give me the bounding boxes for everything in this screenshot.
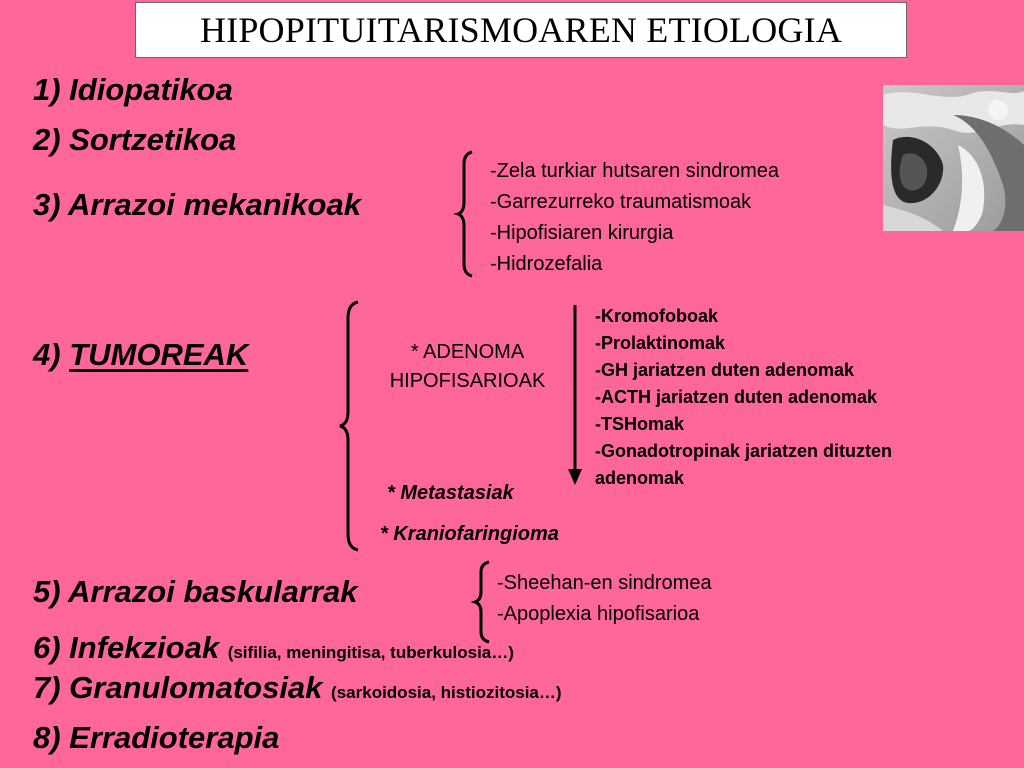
brace-tumors	[340, 300, 362, 552]
granulomatosis-label: 7) Granulomatosiak	[33, 670, 323, 705]
adenoma-line2: HIPOFISARIOAK	[389, 370, 546, 392]
vascular-list	[497, 568, 712, 630]
adenoma-type: -Prolaktinomak	[595, 333, 726, 353]
granulomatosis-note: (sarkoidosia, histiozitosia…)	[331, 683, 562, 702]
craniopharyngioma-label: * Kraniofaringioma	[380, 523, 559, 545]
adenoma-type: -ACTH jariatzen duten adenomak	[595, 387, 878, 407]
item-vascular: 5) Arrazoi baskularrak	[33, 574, 358, 609]
metastasis-label: * Metastasiak	[387, 482, 514, 504]
mechanical-list	[490, 156, 779, 280]
adenoma-type: -GH jariatzen duten adenomak	[595, 360, 855, 380]
vascular-item: -Apoplexia hipofisarioa	[497, 603, 700, 625]
adenoma-types-list	[595, 303, 892, 492]
mechanical-item: -Hipofisiaren kirurgia	[490, 222, 674, 244]
item-granulomatosis	[33, 670, 562, 706]
mechanical-item: -Garrezurreko traumatismoak	[490, 191, 752, 213]
adenoma-line1: * ADENOMA	[410, 341, 525, 363]
mechanical-item: -Zela turkiar hutsaren sindromea	[490, 160, 780, 182]
slide-title: HIPOPITUITARISMOAREN ETIOLOGIA	[135, 2, 907, 58]
item-congenital: 2) Sortzetikoa	[33, 122, 237, 157]
item-idiopathic: 1) Idiopatikoa	[33, 72, 233, 107]
adenoma-type: -Gonadotropinak jariatzen dituzten	[595, 441, 893, 461]
mechanical-item: -Hidrozefalia	[490, 253, 603, 275]
infections-label: 6) Infekzioak	[33, 630, 220, 665]
item-infections	[33, 630, 514, 666]
item-mechanical: 3) Arrazoi mekanikoak	[33, 187, 361, 222]
arrow-down	[565, 303, 585, 488]
infections-note: (sifilia, meningitisa, tuberkulosia…)	[227, 643, 514, 662]
item-tumors	[33, 337, 248, 373]
item-radiotherapy: 8) Erradioterapia	[33, 720, 280, 755]
vascular-item: -Sheehan-en sindromea	[497, 572, 712, 594]
adenoma-type: -Kromofoboak	[595, 306, 718, 326]
tumors-number: 4)	[33, 337, 61, 372]
adenoma-heading	[365, 338, 570, 396]
adenoma-type: -TSHomak	[595, 414, 685, 434]
mri-image	[883, 85, 1024, 231]
adenoma-type: adenomak	[595, 468, 685, 488]
brace-mechanical	[458, 150, 478, 278]
tumors-label: TUMOREAK	[69, 337, 249, 372]
